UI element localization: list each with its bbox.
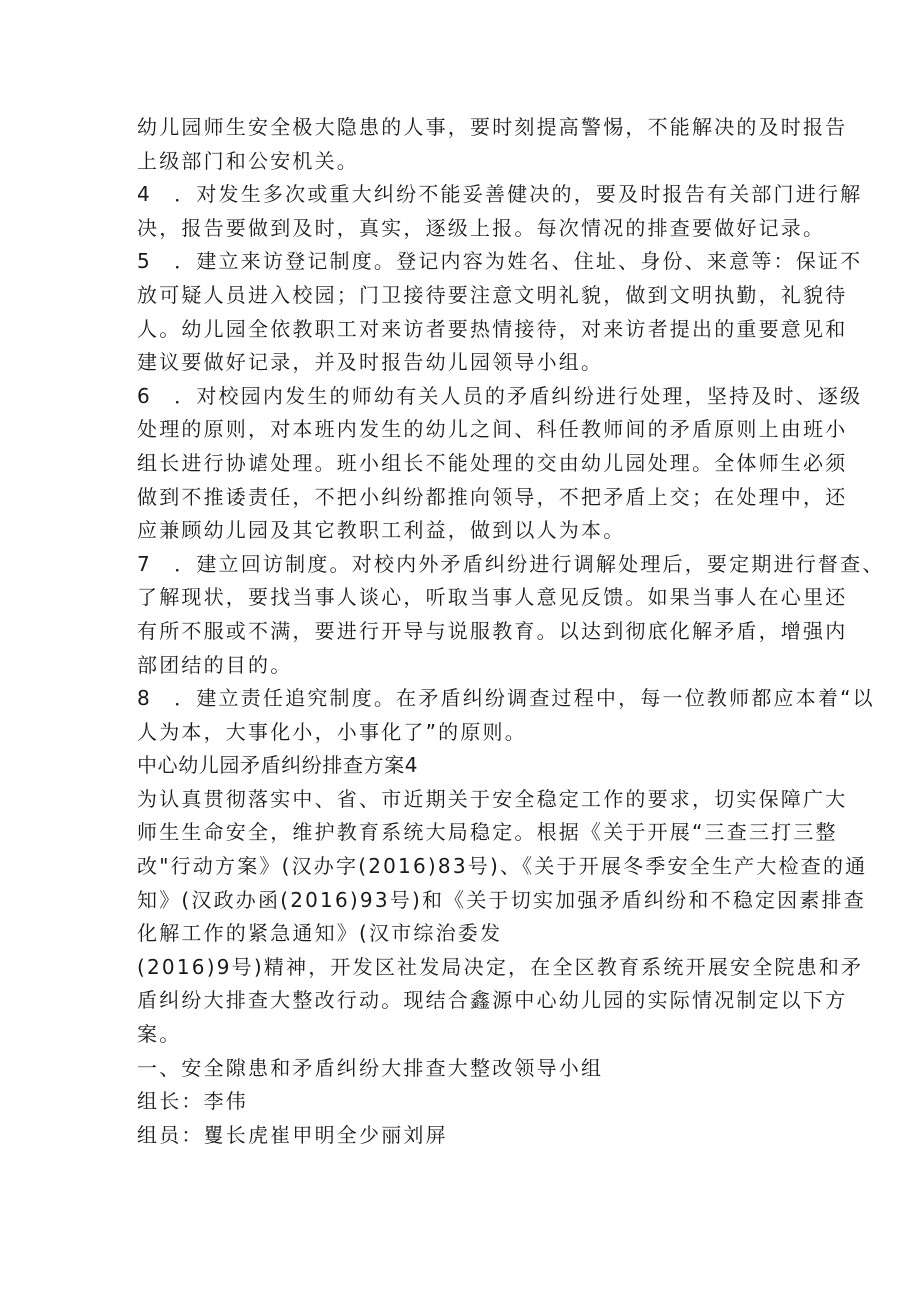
paragraph-item-4 <box>137 178 863 245</box>
team-leader <box>137 1085 785 1119</box>
text-line: 了解现状，要找当事人谈心，听取当事人意见反馈。如果当事人在心里还 <box>137 585 848 610</box>
text-line: 8 ．建立责任追究制度。在矛盾纠纷调查过程中，每一位教师都应本着“以 <box>137 686 875 711</box>
text-line: 知》(汉政办函(2016)93号)和《关于切实加强矛盾纠纷和不稳定因素排查 <box>137 887 866 912</box>
text-line: 组员：矍长虎崔甲明全少丽刘屏 <box>137 1122 448 1147</box>
paragraph-item-7 <box>137 548 885 682</box>
text-line: 有所不服或不满，要进行开导与说服教育。以达到彻底化解矛盾，增强内 <box>137 618 848 643</box>
text-line: 建议要做好记录，并及时报告幼儿园领导小组。 <box>137 350 604 375</box>
paragraph-intro-continued <box>137 951 864 1052</box>
text-line: 应兼顾幼儿园及其它教职工利益，做到以人为本。 <box>137 518 626 543</box>
subsection-title <box>137 1052 785 1086</box>
text-line: 案。 <box>137 1022 182 1047</box>
text-line: 组长：李伟 <box>137 1089 248 1114</box>
text-line: 一、安全隙患和矛盾纠纷大排查大整改领导小组 <box>137 1055 604 1080</box>
text-line: 为认真贯彻落实中、省、市近期关于安全稳定工作的要求，切实保障广大 <box>137 786 848 811</box>
team-members <box>137 1119 785 1153</box>
text-line: 上级部门和公安机关。 <box>137 148 359 173</box>
text-line: 部团结的目的。 <box>137 652 293 677</box>
text-line: 7 ．建立回访制度。对校内外矛盾纠纷进行调解处理后，要定期进行督查、 <box>137 551 885 576</box>
text-line: 人。幼儿园全依教职工对来访者要热情接待，对来访者提出的重要意见和 <box>137 316 848 341</box>
text-line: 放可疑人员进入校园；门卫接待要注意文明礼貌，做到文明执勤，礼貌待 <box>137 282 848 307</box>
paragraph-item-5 <box>137 245 863 379</box>
paragraph-continuation <box>137 111 848 178</box>
text-line: (2016)9号)精神，开发区社发局决定，在全区教育系统开展安全院患和矛 <box>137 954 864 979</box>
text-line: 盾纠纷大排查大整改行动。现结合鑫源中心幼儿园的实际情况制定以下方 <box>137 988 848 1013</box>
text-line: 人为本，大事化小，小事化了”的原则。 <box>137 719 527 744</box>
text-line: 做到不推诿责任，不把小纠纷都推向领导，不把矛盾上交；在处理中，还 <box>137 484 848 509</box>
text-line: 师生生命安全，维护教育系统大局稳定。根据《关于开展“三查三打三整 <box>137 820 838 845</box>
paragraph-item-8 <box>137 682 875 749</box>
section-heading <box>137 749 785 783</box>
text-line: 处理的原则，对本班内发生的幼儿之间、科任教师间的矛盾原则上由班小 <box>137 417 848 442</box>
text-line: 幼儿园师生安全极大隐患的人事，要时刻提高警惕，不能解决的及时报告 <box>137 115 848 139</box>
text-line: 6 ．对校园内发生的师幼有关人员的矛盾纠纷进行处理，坚持及时、逐级 <box>137 383 863 408</box>
text-line: 改"行动方案》(汉办字(2016)83号)、《关于开展冬季安全生产大检查的通 <box>137 854 868 879</box>
text-line: 组长进行协谑处理。班小组长不能处理的交由幼儿园处理。全体师生必须 <box>137 450 848 475</box>
paragraph-item-6 <box>137 380 863 548</box>
text-line: 5 ．建立来访登记制度。登记内容为姓名、住址、身份、来意等：保证不 <box>137 249 863 274</box>
text-line: 4 ．对发生多次或重大纠纷不能妥善健决的，要及时报告有关部门进行解 <box>137 182 863 207</box>
heading-text: 中心幼儿园矛盾纠纷排查方案4 <box>137 753 419 778</box>
document-page <box>137 111 885 1152</box>
text-line: 决，报告要做到及时，真实，逐级上报。每次情况的排查要做好记录。 <box>137 215 826 240</box>
text-line: 化解工作的紧急通知》(汉市综治委发 <box>137 921 503 946</box>
paragraph-intro <box>137 783 868 951</box>
